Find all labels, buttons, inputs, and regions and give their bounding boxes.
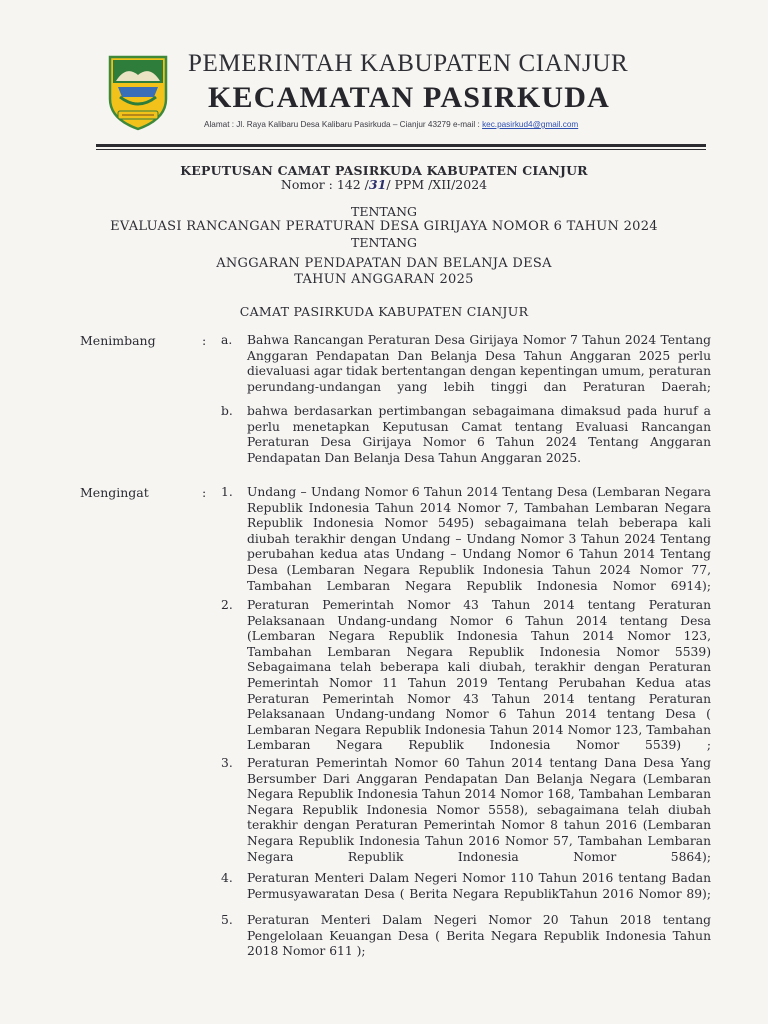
decree-number-handwritten: 31 <box>368 177 387 192</box>
address-text: Alamat : Jl. Raya Kalibaru Desa Kalibaru Pasirkuda – Cianjur 43279 e-mail : <box>204 120 483 129</box>
considering-item <box>221 404 711 466</box>
recalling-item <box>221 913 711 960</box>
decree-title: KEPUTUSAN CAMAT PASIRKUDA KABUPATEN CIANJUR <box>180 163 588 178</box>
address-line <box>204 120 578 129</box>
item-text: Peraturan Pemerintah Nomor 43 Tahun 2014 tentang Peraturan Pelaksanaan Undang-undang Nomor 6 Tahun 2014 tentang Desa (Lembaran Negara Republik Indonesia Tahun 2014 Nomor 123, Tambahan Lembaran Negara Republik Indonesia Nomor 5539) Sebagaimana telah beberapa kali diubah, terakhir dengan Peraturan Pemerintah Nomor 11 Tahun 2019 Tentang Perubahan Kedua atas Peraturan Pemerintah Nomor 43 Tahun 2014 tentang Peraturan Pelaksanaan Undang-undang Nomor 6 Tahun 2014 tentang Desa ( Lembaran Negara Republik Indonesia Tahun 2014 Nomor 123, Tambahan Lembaran Negara Republik Indonesia Nomor 5539) ; <box>247 598 711 753</box>
government-name: PEMERINTAH KABUPATEN CIANJUR <box>188 50 629 77</box>
recalling-item <box>221 485 711 610</box>
item-text: Peraturan Menteri Dalam Negeri Nomor 110 Tahun 2016 tentang Badan Permusyawaratan Desa ( Berita Negara RepublikTahun 2016 Nomor 89); <box>247 871 711 901</box>
considering-item <box>221 333 711 411</box>
considering-colon: : <box>202 333 207 348</box>
recalling-item <box>221 756 711 881</box>
item-marker: 4. <box>221 871 233 885</box>
district-name: KECAMATAN PASIRKUDA <box>208 81 610 114</box>
about-heading: TENTANG <box>350 204 417 219</box>
decree-number <box>0 177 768 192</box>
decree-subject-line-3: TAHUN ANGGARAN 2025 <box>294 272 474 287</box>
item-text: Peraturan Menteri Dalam Negeri Nomor 20 Tahun 2018 tentang Pengelolaan Keuangan Desa ( Berita Negara Republik Indonesia Tahun 2018 Nomor 611 ); <box>247 913 711 959</box>
item-marker: 1. <box>221 485 233 499</box>
cianjur-emblem-icon <box>104 53 172 131</box>
email-link[interactable]: kec.pasirkud4@gmail.com <box>482 120 579 129</box>
decree-number-prefix: Nomor : 142 / <box>280 177 369 192</box>
item-text: Peraturan Pemerintah Nomor 60 Tahun 2014 tentang Dana Desa Yang Bersumber Dari Anggaran Pendapatan Dan Belanja Negara (Lembaran Negara Republik Indonesia Tahun 2014 Nomor 168, Tambahan Lembaran Negara Republik Indonesia Nomor 5558), sebagaimana telah diubah terakhir dengan Peraturan Pemerintah Nomor 8 tahun 2016 (Lembaran Negara Republik Indonesia Tahun 2016 Nomor 57, Tambahan Lembaran Negara Republik Indonesia Nomor 5864); <box>247 756 711 864</box>
item-marker: 2. <box>221 598 233 612</box>
letterhead-rule-thick <box>96 144 706 147</box>
letterhead-rule-thin <box>96 149 706 150</box>
item-marker: 3. <box>221 756 233 770</box>
considering-label: Menimbang <box>80 333 156 348</box>
item-marker: 5. <box>221 913 233 927</box>
decree-subject-line-1: EVALUASI RANCANGAN PERATURAN DESA GIRIJAYA NOMOR 6 TAHUN 2024 <box>110 219 658 234</box>
item-text: Undang – Undang Nomor 6 Tahun 2014 Tentang Desa (Lembaran Negara Republik Indonesia Tahun 2014 Nomor 7, Tambahan Lembaran Negara Republik Indonesia Nomor 5495) sebagaimana telah beberapa kali diubah terakhir dengan Undang – Undang Nomor 3 Tahun 2024 Tentang perubahan kedua atas Undang – Undang Nomor 6 Tahun 2014 Tentang Desa (Lembaran Negara Republik Indonesia Tahun 2024 Nomor 77, Tambahan Lembaran Negara Republik Indonesia Nomor 6914); <box>247 485 711 593</box>
item-text: bahwa berdasarkan pertimbangan sebagaimana dimaksud pada huruf a perlu menetapkan Keputusan Camat tentang Evaluasi Rancangan Peraturan Desa Girijaya Nomor 6 Tahun 2024 Tentang Anggaran Pendapatan Dan Belanja Desa Tahun Anggaran 2025. <box>247 404 711 465</box>
item-text: Bahwa Rancangan Peraturan Desa Girijaya Nomor 7 Tahun 2024 Tentang Anggaran Pendapatan Dan Belanja Desa Tahun Anggaran 2025 perlu dievaluasi agar tidak bertentangan dengan kepentingan umum, peraturan perundang-undangan yang lebih tinggi dan Peraturan Daerah; <box>247 333 711 394</box>
signer-title: CAMAT PASIRKUDA KABUPATEN CIANJUR <box>239 304 529 319</box>
recalling-item <box>221 598 711 770</box>
decree-subject-line-2: ANGGARAN PENDAPATAN DAN BELANJA DESA <box>216 256 552 271</box>
recalling-colon: : <box>202 485 207 500</box>
item-marker: a. <box>221 333 233 347</box>
item-marker: b. <box>221 404 233 418</box>
decree-number-suffix: / PPM /XII/2024 <box>386 177 488 192</box>
about-heading-second: TENTANG <box>350 235 417 250</box>
recalling-label: Mengingat <box>80 485 149 500</box>
recalling-item <box>221 871 711 918</box>
